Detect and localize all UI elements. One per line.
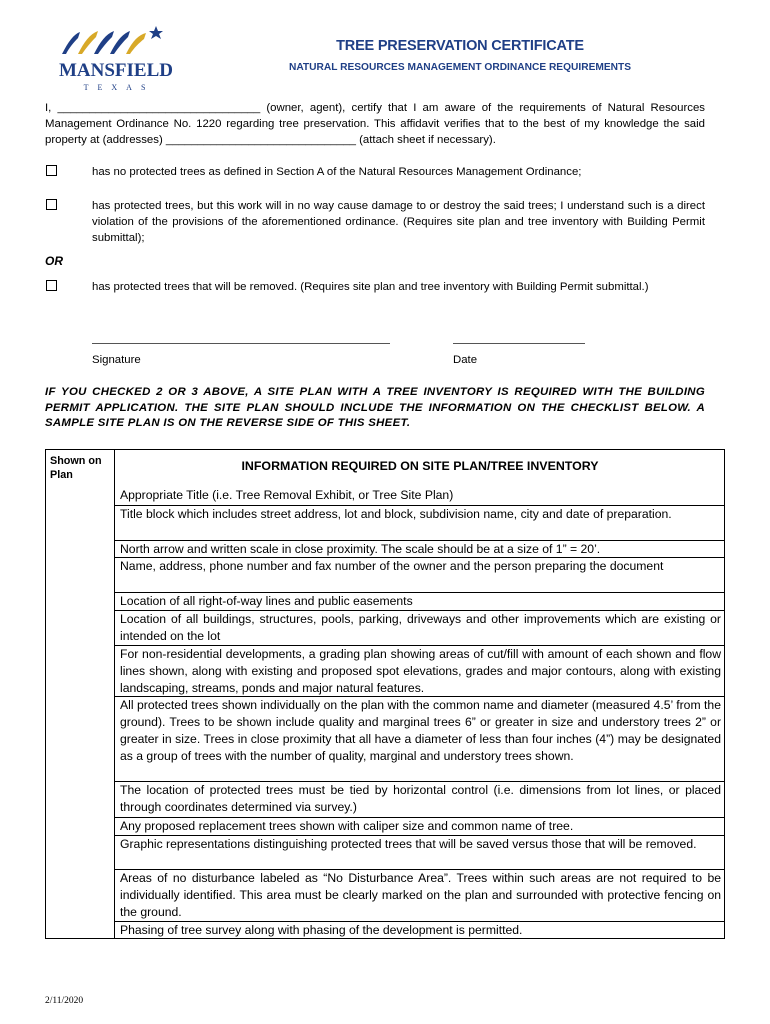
signature-line[interactable] — [92, 343, 390, 344]
checklist-row: Appropriate Title (i.e. Tree Removal Exhibit, or Tree Site Plan) — [120, 488, 454, 502]
revision-date: 2/11/2020 — [45, 996, 84, 1006]
checklist-row: North arrow and written scale in close proximity. The scale should be at a size of 1” = 20’. — [115, 540, 725, 558]
checklist-row: Name, address, phone number and fax number of the owner and the person preparing the document — [115, 557, 725, 575]
option-2-text: has protected trees, but this work will in no way cause damage to or destroy the said trees; I understand such is a direct violation of the provisions of the aforementioned ordinance. (Requires site plan and tree inventory with Building Permit submittal); — [92, 200, 705, 244]
checklist-row: Any proposed replacement trees shown with caliper size and common name of tree. — [115, 817, 725, 835]
option-1-checkbox[interactable] — [46, 165, 57, 176]
checklist-row: Graphic representations distinguishing protected trees that will be saved versus those that will be removed. — [115, 835, 725, 853]
checklist-table — [45, 449, 725, 939]
checklist-row: The location of protected trees must be tied by horizontal control (i.e. dimensions from lot lines, or placed through coordinates determined via survey.) — [115, 781, 725, 816]
checklist-row: Phasing of tree survey along with phasing of the development is permitted. — [115, 921, 725, 939]
or-label: OR — [45, 254, 63, 268]
option-3-checkbox[interactable] — [46, 280, 57, 291]
logo-state-name: TEXAS — [83, 83, 155, 92]
column-header-information: INFORMATION REQUIRED ON SITE PLAN/TREE INVENTORY — [241, 459, 599, 473]
document-subtitle: NATURAL RESOURCES MANAGEMENT ORDINANCE REQUIREMENTS — [288, 62, 632, 73]
document-title: TREE PRESERVATION CERTIFICATE — [336, 38, 584, 54]
checklist-row: Title block which includes street address, lot and block, subdivision name, city and date of preparation. — [115, 505, 725, 523]
checklist-row: Areas of no disturbance labeled as “No Disturbance Area”. Trees within such areas are not required to be individually identified. This area must be clearly marked on the plan and surrounded with protective fencing on the ground. — [115, 869, 725, 921]
checklist-row: Location of all right-of-way lines and public easements — [115, 592, 725, 610]
checklist-row: All protected trees shown individually on the plan with the common name and diameter (measured 4.5’ from the ground). Trees to be shown include quality and marginal trees 6” or greater in size and understory trees 2” or greater in size. Trees in close proximity that all have a diameter of less than four inches (4”) may be designated as a group of trees with the number of quality, marginal and understory trees shown. — [115, 696, 725, 765]
option-1-text: has no protected trees as defined in Section A of the Natural Resources Management Ordinance; — [92, 166, 582, 178]
logo-city-name: MANSFIELD — [58, 60, 173, 81]
mansfield-logo — [56, 24, 178, 96]
certification-statement: I, ________________________________ (owner, agent), certify that I am aware of the requirements of Natural Resources Management Ordinance No. 1220 regarding tree preservation. This affidavit verifies that to the best of my knowledge the said property at (addresses) ______________________________ (attach sheet if necessary). — [45, 102, 705, 146]
site-plan-notice: IF YOU CHECKED 2 OR 3 ABOVE, A SITE PLAN WITH A TREE INVENTORY IS REQUIRED WITH THE BUILDING PERMIT APPLICATION. THE SITE PLAN SHOULD INCLUDE THE INFORMATION ON THE CHECKLIST BELOW. A SAMPLE SITE PLAN IS ON THE REVERSE SIDE OF THIS SHEET. — [45, 386, 705, 429]
checklist-row: For non-residential developments, a grading plan showing areas of cut/fill with amount of each shown and flow lines shown, along with existing and proposed spot elevations, grades and major contours, along with existing landscaping, streams, ponds and major natural features. — [115, 645, 725, 697]
signature-label: Signature — [92, 354, 141, 366]
option-2-checkbox[interactable] — [46, 199, 57, 210]
option-3-text: has protected trees that will be removed. (Requires site plan and tree inventory with Building Permit submittal.) — [92, 281, 649, 293]
checklist-row: Location of all buildings, structures, pools, parking, driveways and other improvements which are existing or intended on the lot — [115, 610, 725, 645]
date-line[interactable] — [453, 343, 585, 344]
column-header-shown-on-plan: Shown on Plan — [50, 455, 102, 481]
date-label: Date — [453, 354, 478, 366]
